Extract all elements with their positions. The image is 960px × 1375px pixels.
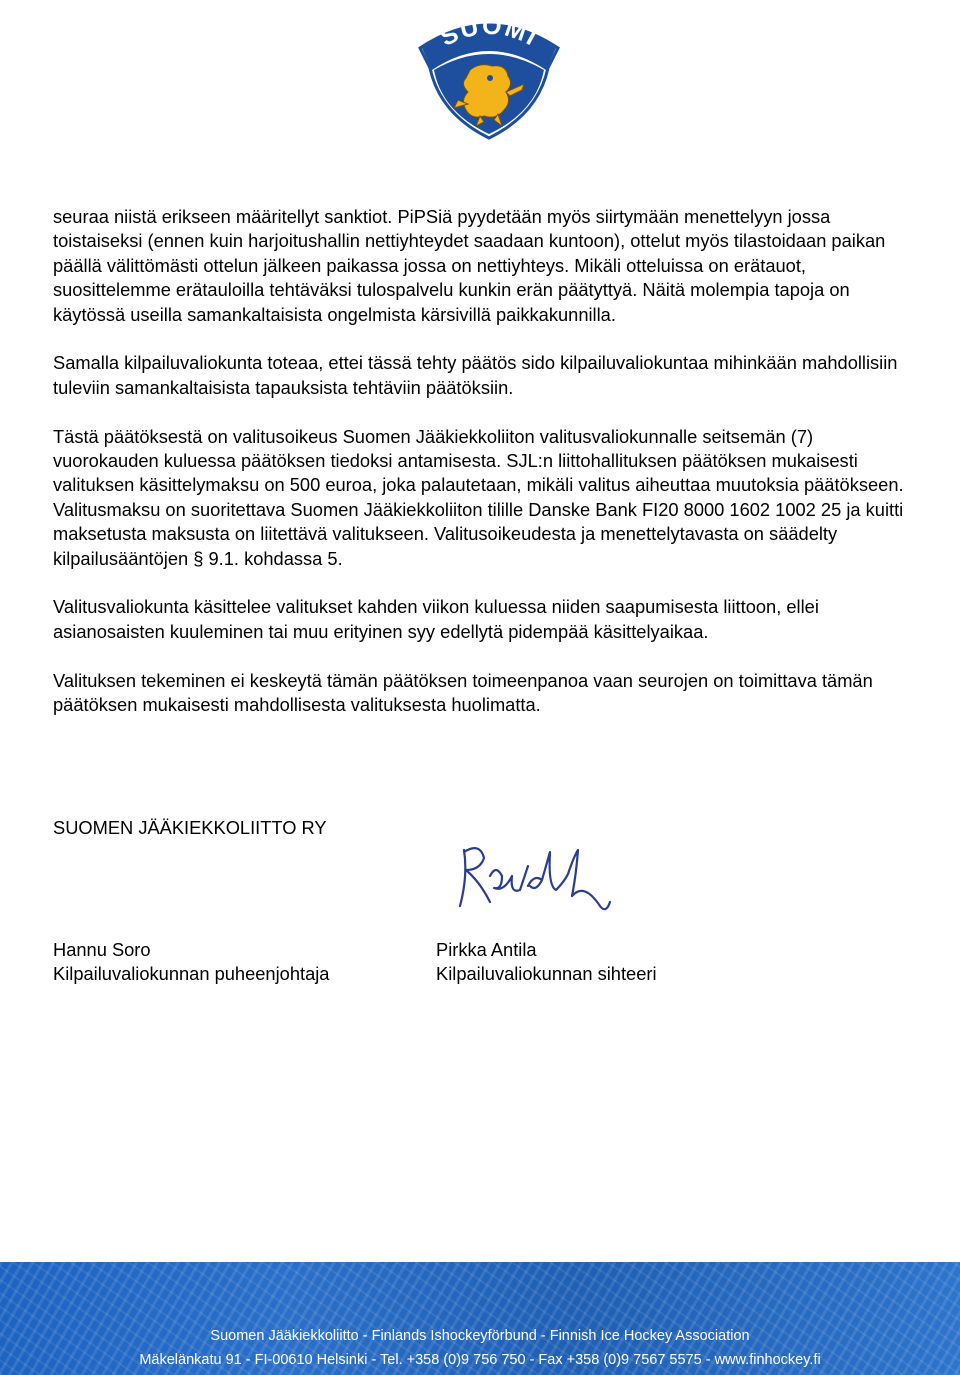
suomi-logo	[410, 4, 568, 140]
paragraph: Tästä päätöksestä on valitusoikeus Suomen Jääkiekkoliiton valitusvaliokunnalle seitsemän (7) vuorokauden kuluessa päätöksen tiedoksi antamisesta. SJL:n liittohallituksen päätöksen mukaisesti valituksen käsittelymaksu on 500 euroa, joka palautetaan, mikäli valitus aiheuttaa muutoksia päätökseen. Valitusmaksu on suoritettava Suomen Jääkiekkoliiton tilille Danske Bank FI20 8000 1602 1002 25 ja kuitti maksetusta maksusta on liitettävä valitukseen. Valitusoikeudesta ja menettelytavasta on säädelty kilpailusääntöjen § 9.1. kohdassa 5.	[53, 425, 904, 569]
signatory-name: Hannu Soro	[53, 939, 151, 960]
logo-text: SUOMI	[435, 11, 543, 53]
signatory-name: Pirkka Antila	[436, 939, 537, 960]
paragraph: Valituksen tekeminen ei keskeytä tämän päätöksen toimeenpanoa vaan seurojen on toimittava tämän päätöksen mukaisesti mahdollisesta valituksesta huolimatta.	[53, 669, 873, 716]
signatory-title: Kilpailuvaliokunnan puheenjohtaja	[53, 963, 330, 985]
paragraph: seuraa niistä erikseen määritellyt sanktiot. PiPSiä pyydetään myös siirtymään menettelyyn jossa toistaiseksi (ennen kuin harjoitushallin nettiyhteydet saadaan kuntoon), ottelut myös tilastoidaan paikan päällä välittömästi ottelun jälkeen paikassa jossa on nettiyhteys. Mikäli otteluissa on erätauot, suosittelemme erätauloilla tehtäväksi tulospalvelu kunkin erän päätyttyä. Näitä molempia tapoja on käytössä useilla samankaltaisista ongelmista kärsivillä paikkakunnilla.	[53, 206, 886, 325]
signature	[450, 836, 620, 932]
signatory-right	[436, 938, 657, 987]
organization-name: SUOMEN JÄÄKIEKKOLIITTO RY	[53, 817, 327, 838]
letter-body	[53, 205, 913, 742]
paragraph: Samalla kilpailuvaliokunta toteaa, ettei tässä tehty päätös sido kilpailuvaliokuntaa mihinkään mahdollisiin tuleviin samankaltaisista tapauksista tehtäviin päätöksiin.	[53, 352, 898, 398]
footer-association: Suomen Jääkiekkoliitto - Finlands Ishockeyförbund - Finnish Ice Hockey Association	[210, 1328, 750, 1344]
footer-contact: Mäkelänkatu 91 - FI-00610 Helsinki - Tel. +358 (0)9 756 750 - Fax +358 (0)9 7567 5575 - www.finhockey.fi	[139, 1352, 821, 1368]
paragraph: Valitusvaliokunta käsittelee valitukset kahden viikon kuluessa niiden saapumisesta liittoon, ellei asianosaisten kuuleminen tai muu erityinen syy edellytä pidempää käsittelyaikaa.	[53, 596, 819, 642]
signatory-left	[53, 938, 329, 987]
signatory-title: Kilpailuvaliokunnan sihteeri	[436, 963, 657, 985]
